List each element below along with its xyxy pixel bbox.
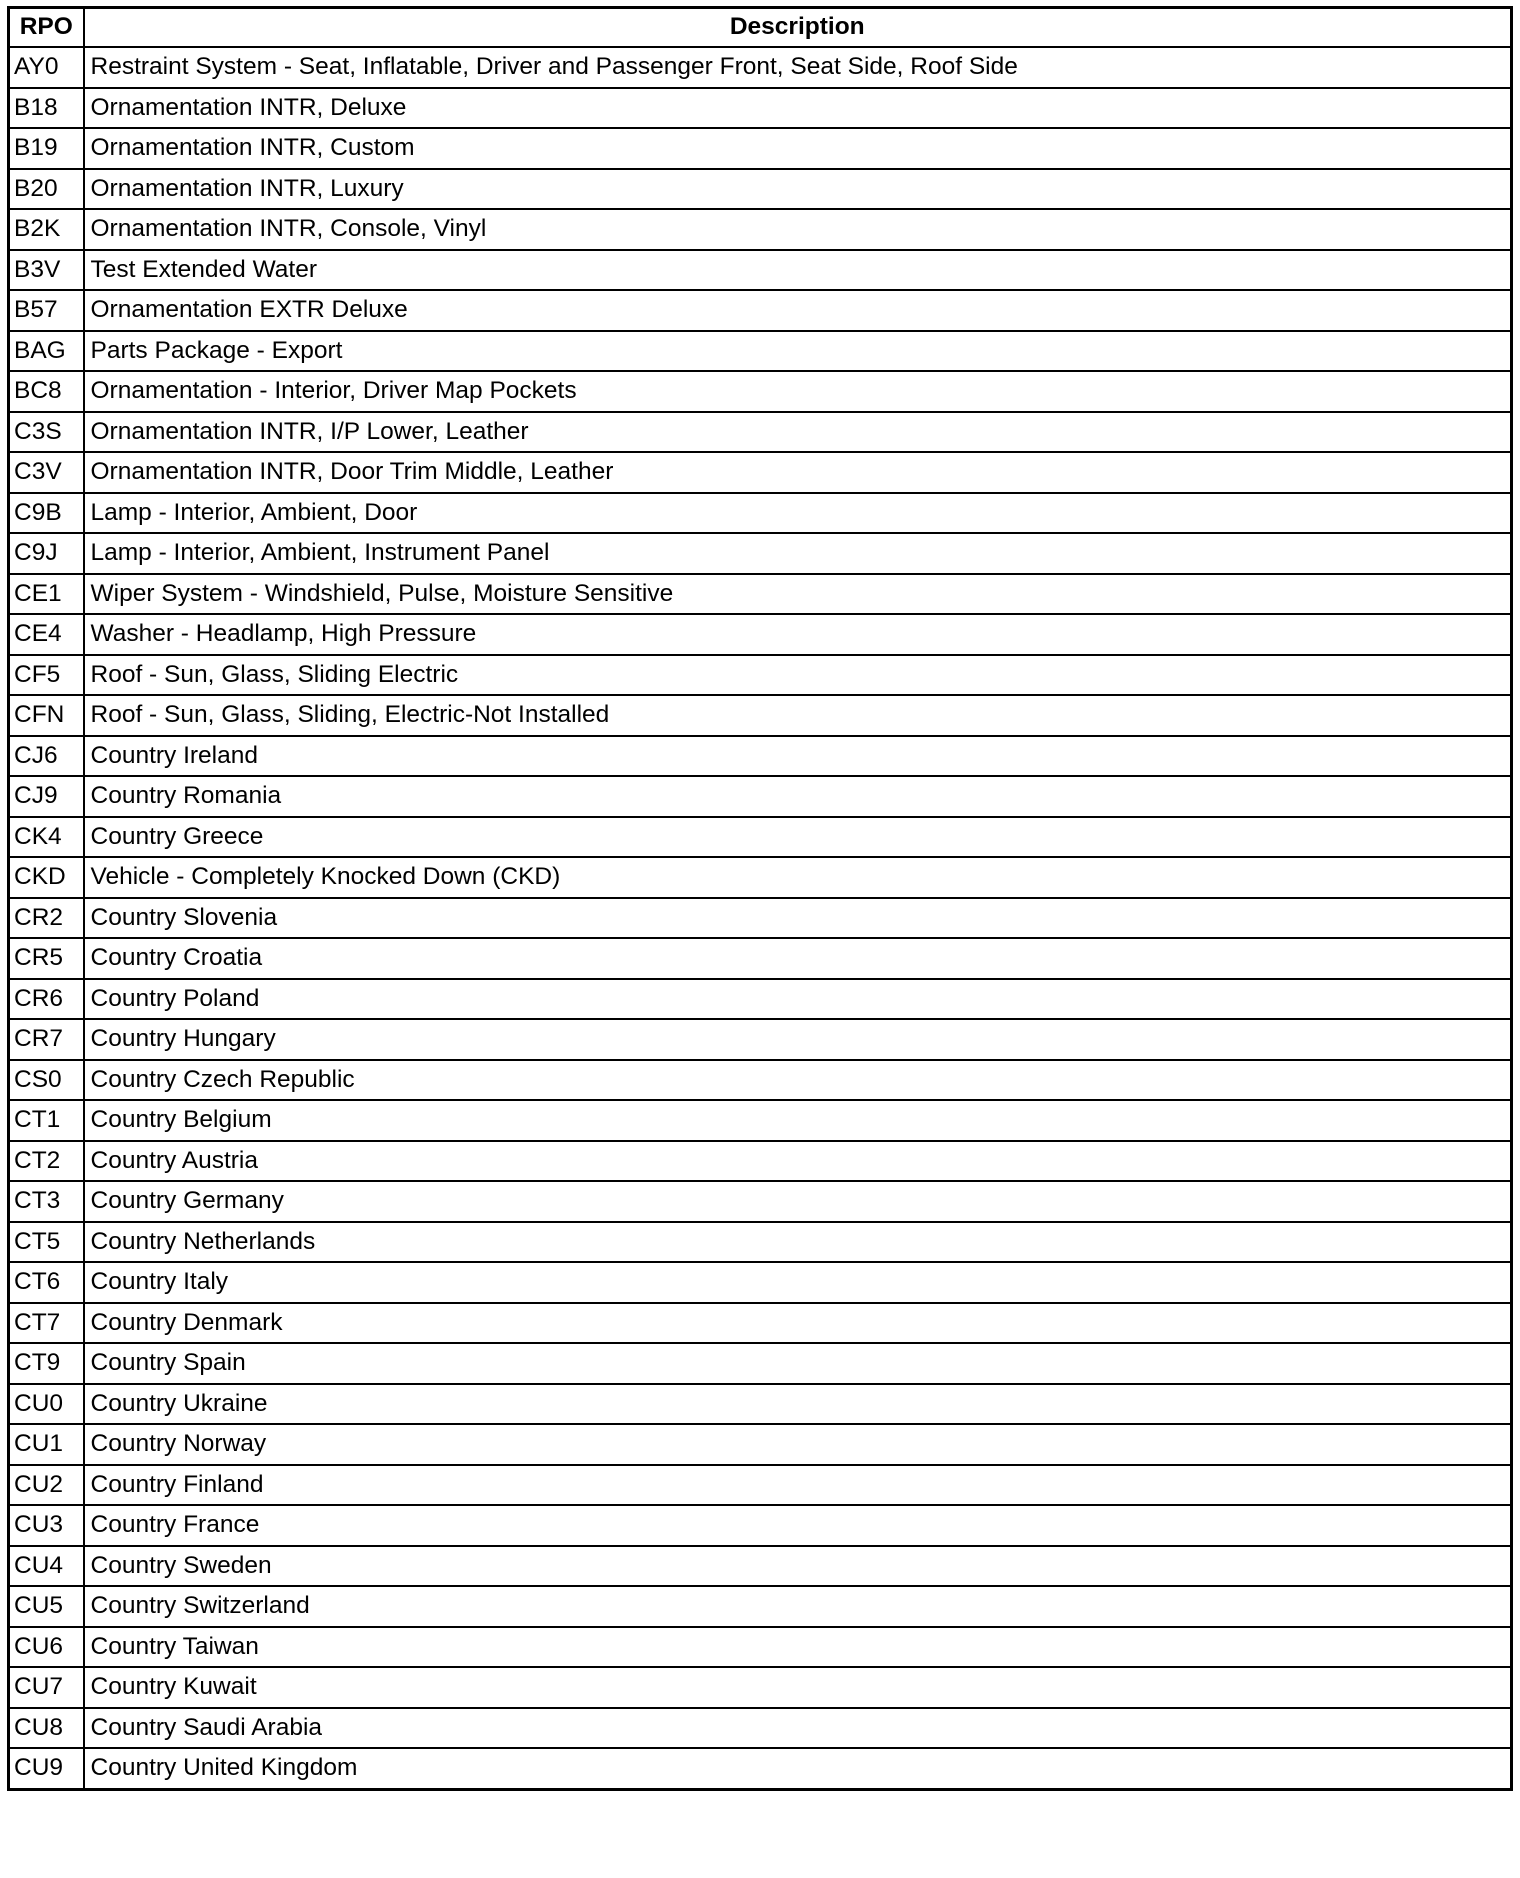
table-row <box>9 1019 1512 1060</box>
description-cell: Ornamentation INTR, Console, Vinyl <box>84 209 1512 250</box>
rpo-code-cell: CU5 <box>9 1586 84 1627</box>
description-cell: Roof - Sun, Glass, Sliding, Electric-Not Installed <box>84 695 1512 736</box>
table-header <box>9 8 1512 48</box>
rpo-code-cell: CT9 <box>9 1343 84 1384</box>
description-cell: Washer - Headlamp, High Pressure <box>84 614 1512 655</box>
table-row <box>9 47 1512 88</box>
description-cell: Country Taiwan <box>84 1627 1512 1668</box>
rpo-code-cell: B3V <box>9 250 84 291</box>
table-row <box>9 1505 1512 1546</box>
description-cell: Country Belgium <box>84 1100 1512 1141</box>
table-row <box>9 574 1512 615</box>
rpo-code-cell: CR7 <box>9 1019 84 1060</box>
description-cell: Country Austria <box>84 1141 1512 1182</box>
rpo-column-header: RPO <box>9 8 84 48</box>
description-cell: Country Romania <box>84 776 1512 817</box>
rpo-code-cell: CT3 <box>9 1181 84 1222</box>
rpo-code-cell: CU3 <box>9 1505 84 1546</box>
table-row <box>9 1667 1512 1708</box>
description-cell: Country Poland <box>84 979 1512 1020</box>
description-cell: Country Czech Republic <box>84 1060 1512 1101</box>
description-cell: Country Denmark <box>84 1303 1512 1344</box>
description-cell: Country Kuwait <box>84 1667 1512 1708</box>
rpo-code-cell: B57 <box>9 290 84 331</box>
rpo-code-cell: CU4 <box>9 1546 84 1587</box>
rpo-code-cell: CK4 <box>9 817 84 858</box>
table-row <box>9 614 1512 655</box>
description-cell: Country Finland <box>84 1465 1512 1506</box>
table-row <box>9 979 1512 1020</box>
description-cell: Ornamentation INTR, Deluxe <box>84 88 1512 129</box>
rpo-code-cell: B20 <box>9 169 84 210</box>
table-row <box>9 290 1512 331</box>
table-row <box>9 412 1512 453</box>
rpo-code-cell: CR6 <box>9 979 84 1020</box>
table-row <box>9 1748 1512 1789</box>
table-row <box>9 1100 1512 1141</box>
table-row <box>9 371 1512 412</box>
description-cell: Lamp - Interior, Ambient, Door <box>84 493 1512 534</box>
rpo-code-cell: CT7 <box>9 1303 84 1344</box>
table-row <box>9 1181 1512 1222</box>
description-cell: Country Italy <box>84 1262 1512 1303</box>
rpo-code-cell: CKD <box>9 857 84 898</box>
table-row <box>9 88 1512 129</box>
rpo-code-cell: C3V <box>9 452 84 493</box>
table-row <box>9 209 1512 250</box>
description-cell: Country Spain <box>84 1343 1512 1384</box>
rpo-code-cell: B18 <box>9 88 84 129</box>
rpo-code-cell: B2K <box>9 209 84 250</box>
rpo-code-cell: CT1 <box>9 1100 84 1141</box>
description-cell: Country Sweden <box>84 1546 1512 1587</box>
table-row <box>9 1384 1512 1425</box>
rpo-code-cell: CT2 <box>9 1141 84 1182</box>
rpo-code-cell: AY0 <box>9 47 84 88</box>
description-cell: Restraint System - Seat, Inflatable, Driver and Passenger Front, Seat Side, Roof Side <box>84 47 1512 88</box>
rpo-code-cell: BC8 <box>9 371 84 412</box>
description-cell: Country Hungary <box>84 1019 1512 1060</box>
table-row <box>9 533 1512 574</box>
rpo-code-cell: CJ9 <box>9 776 84 817</box>
table-row <box>9 452 1512 493</box>
description-cell: Vehicle - Completely Knocked Down (CKD) <box>84 857 1512 898</box>
header-row <box>9 8 1512 48</box>
table-row <box>9 1060 1512 1101</box>
description-cell: Country Saudi Arabia <box>84 1708 1512 1749</box>
rpo-code-cell: CU0 <box>9 1384 84 1425</box>
table-row <box>9 1424 1512 1465</box>
description-cell: Roof - Sun, Glass, Sliding Electric <box>84 655 1512 696</box>
description-cell: Ornamentation INTR, Luxury <box>84 169 1512 210</box>
table-row <box>9 1465 1512 1506</box>
description-cell: Ornamentation INTR, Custom <box>84 128 1512 169</box>
table-row <box>9 1546 1512 1587</box>
table-row <box>9 1708 1512 1749</box>
description-cell: Country Slovenia <box>84 898 1512 939</box>
rpo-code-cell: CJ6 <box>9 736 84 777</box>
table-row <box>9 250 1512 291</box>
description-cell: Ornamentation INTR, I/P Lower, Leather <box>84 412 1512 453</box>
rpo-code-cell: CU8 <box>9 1708 84 1749</box>
description-cell: Ornamentation INTR, Door Trim Middle, Leather <box>84 452 1512 493</box>
description-cell: Country Croatia <box>84 938 1512 979</box>
description-cell: Lamp - Interior, Ambient, Instrument Panel <box>84 533 1512 574</box>
description-cell: Country Germany <box>84 1181 1512 1222</box>
table-row <box>9 1343 1512 1384</box>
description-cell: Country Ireland <box>84 736 1512 777</box>
rpo-code-cell: CR2 <box>9 898 84 939</box>
description-cell: Wiper System - Windshield, Pulse, Moisture Sensitive <box>84 574 1512 615</box>
rpo-code-cell: CU7 <box>9 1667 84 1708</box>
table-row <box>9 1586 1512 1627</box>
description-cell: Country France <box>84 1505 1512 1546</box>
table-row <box>9 1303 1512 1344</box>
rpo-code-cell: CR5 <box>9 938 84 979</box>
description-cell: Country Ukraine <box>84 1384 1512 1425</box>
table-row <box>9 128 1512 169</box>
rpo-code-cell: C3S <box>9 412 84 453</box>
rpo-code-cell: CU2 <box>9 1465 84 1506</box>
rpo-code-cell: B19 <box>9 128 84 169</box>
table-row <box>9 169 1512 210</box>
description-cell: Country Switzerland <box>84 1586 1512 1627</box>
table-row <box>9 1141 1512 1182</box>
table-row <box>9 898 1512 939</box>
rpo-code-cell: CT6 <box>9 1262 84 1303</box>
description-cell: Country United Kingdom <box>84 1748 1512 1789</box>
table-row <box>9 695 1512 736</box>
rpo-code-cell: CU9 <box>9 1748 84 1789</box>
description-cell: Test Extended Water <box>84 250 1512 291</box>
rpo-code-cell: CE1 <box>9 574 84 615</box>
description-cell: Country Netherlands <box>84 1222 1512 1263</box>
table-row <box>9 1222 1512 1263</box>
table-row <box>9 1627 1512 1668</box>
rpo-code-cell: CE4 <box>9 614 84 655</box>
table-body <box>9 47 1512 1789</box>
description-cell: Parts Package - Export <box>84 331 1512 372</box>
table-row <box>9 331 1512 372</box>
rpo-code-cell: C9B <box>9 493 84 534</box>
description-cell: Country Norway <box>84 1424 1512 1465</box>
table-row <box>9 493 1512 534</box>
table-row <box>9 736 1512 777</box>
table-row <box>9 655 1512 696</box>
description-cell: Ornamentation - Interior, Driver Map Pockets <box>84 371 1512 412</box>
table-row <box>9 857 1512 898</box>
rpo-code-cell: CU6 <box>9 1627 84 1668</box>
table-row <box>9 776 1512 817</box>
description-cell: Ornamentation EXTR Deluxe <box>84 290 1512 331</box>
rpo-code-cell: CU1 <box>9 1424 84 1465</box>
rpo-code-cell: CS0 <box>9 1060 84 1101</box>
rpo-code-cell: BAG <box>9 331 84 372</box>
table-row <box>9 1262 1512 1303</box>
rpo-code-cell: CT5 <box>9 1222 84 1263</box>
table-row <box>9 817 1512 858</box>
description-column-header: Description <box>84 8 1512 48</box>
table-row <box>9 938 1512 979</box>
rpo-code-cell: C9J <box>9 533 84 574</box>
rpo-table <box>7 6 1513 1791</box>
rpo-code-cell: CFN <box>9 695 84 736</box>
rpo-code-cell: CF5 <box>9 655 84 696</box>
description-cell: Country Greece <box>84 817 1512 858</box>
